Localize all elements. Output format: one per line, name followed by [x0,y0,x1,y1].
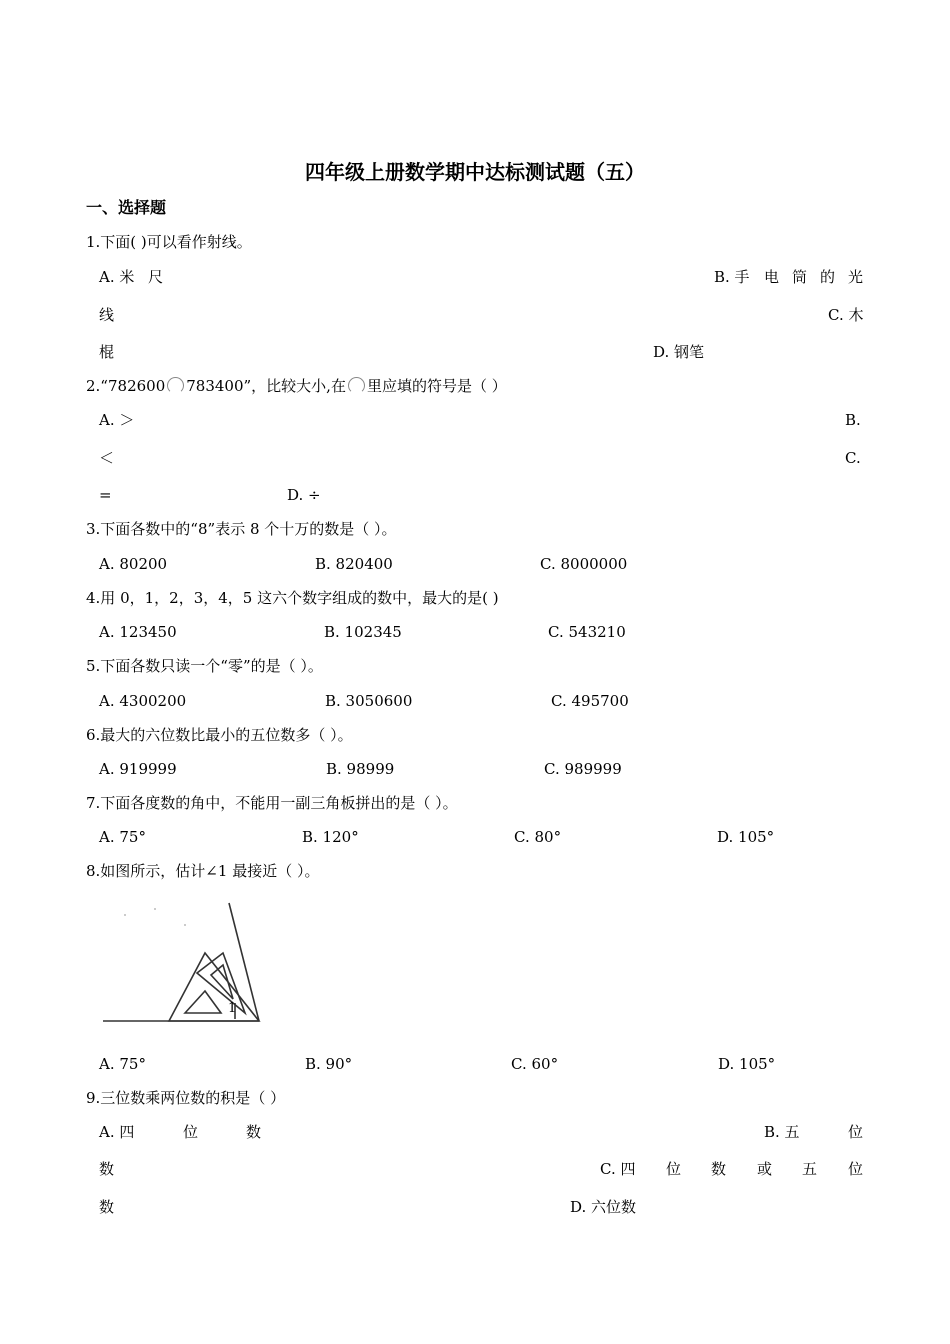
q2-option-b-wrap: ＜ [99,449,115,467]
q4-option-b[interactable]: B. 102345 [324,623,402,641]
q1-option-b-cont: 电 [764,268,780,286]
q6-option-c[interactable]: C. 989999 [544,760,622,778]
q6-option-b[interactable]: B. 98999 [326,760,395,778]
triangle-ruler-figure [95,895,270,1030]
question-7-stem: 7.下面各度数的角中，不能用一副三角板拼出的是（ ）。 [86,794,458,812]
q1-option-a[interactable]: A. 米 [99,268,135,286]
section-heading: 一、选择题 [86,198,167,217]
question-1-stem: 1.下面( )可以看作射线。 [86,233,252,251]
q9-option-c-cont: 五 [802,1160,818,1178]
q1-option-c-wrap: 棍 [99,343,115,361]
q5-option-b[interactable]: B. 3050600 [325,692,413,710]
page-title: 四年级上册数学期中达标测试题（五） [305,160,645,184]
q1-option-b-cont: 光 [848,268,864,286]
q1-option-b-cont: 筒 [792,268,808,286]
q1-option-a-wrap: 线 [99,306,115,324]
q2-option-b[interactable]: B. [845,411,861,429]
q3-option-a[interactable]: A. 80200 [99,555,168,573]
q2-stem-part: 里应填的符号是（ ） [366,377,507,395]
q8-option-d[interactable]: D. 105° [718,1055,776,1073]
q9-option-c-wrap: 数 [99,1198,115,1216]
q4-option-c[interactable]: C. 543210 [548,623,626,641]
q9-option-c[interactable]: C. 四 [600,1160,636,1178]
question-9-stem: 9.三位数乘两位数的积是（ ） [86,1089,286,1107]
question-5-stem: 5.下面各数只读一个“零”的是（ ）。 [86,657,323,675]
question-8-stem: 8.如图所示，估计∠1 最接近（ ）。 [86,862,320,880]
q7-option-a[interactable]: A. 75° [99,828,146,846]
blank-circle-icon [348,377,365,394]
q9-option-b-cont: 位 [848,1123,864,1141]
q9-option-c-cont: 数 [711,1160,727,1178]
q9-option-c-cont: 位 [848,1160,864,1178]
q3-option-c[interactable]: C. 8000000 [540,555,628,573]
question-3-stem: 3.下面各数中的“8”表示 8 个十万的数是（ ）。 [86,520,397,538]
q9-option-c-cont: 或 [757,1160,773,1178]
q2-option-d[interactable]: D. ÷ [287,486,321,504]
q9-option-a[interactable]: A. 四 [99,1123,135,1141]
q4-option-a[interactable]: A. 123450 [99,623,177,641]
q7-option-d[interactable]: D. 105° [717,828,775,846]
q1-option-b-cont: 的 [820,268,836,286]
q8-option-c[interactable]: C. 60° [511,1055,559,1073]
q9-option-d[interactable]: D. 六位数 [570,1198,637,1216]
q3-option-b[interactable]: B. 820400 [315,555,393,573]
q2-stem-part: 783400”，比较大小,在 [186,377,346,395]
q2-option-c-wrap: = [99,486,112,504]
q8-option-a[interactable]: A. 75° [99,1055,146,1073]
q1-option-d[interactable]: D. 钢笔 [653,343,705,361]
q6-option-a[interactable]: A. 919999 [99,760,177,778]
blank-circle-icon [167,377,184,394]
q8-option-b[interactable]: B. 90° [305,1055,353,1073]
angle-label: 1 [228,1001,237,1016]
q2-option-a[interactable]: A. ＞ [99,411,135,429]
q1-option-a-cont: 尺 [148,268,164,286]
q5-option-a[interactable]: A. 4300200 [99,692,187,710]
question-2-stem [86,377,507,395]
q9-option-a-cont: 数 [246,1123,262,1141]
q5-option-c[interactable]: C. 495700 [551,692,629,710]
q7-option-c[interactable]: C. 80° [514,828,562,846]
question-4-stem: 4.用 0，1，2，3，4，5 这六个数字组成的数中，最大的是( ) [86,589,499,607]
q9-option-b[interactable]: B. 五 [764,1123,800,1141]
q2-option-c[interactable]: C. [845,449,861,467]
question-6-stem: 6.最大的六位数比最小的五位数多（ ）。 [86,726,353,744]
q7-option-b[interactable]: B. 120° [302,828,359,846]
q9-option-a-wrap: 数 [99,1160,115,1178]
q9-option-a-cont: 位 [183,1123,199,1141]
q2-stem-part: 2.“782600 [86,377,166,395]
q1-option-c[interactable]: C. 木 [828,306,864,324]
q9-option-c-cont: 位 [666,1160,682,1178]
q1-option-b[interactable]: B. 手 [714,268,750,286]
